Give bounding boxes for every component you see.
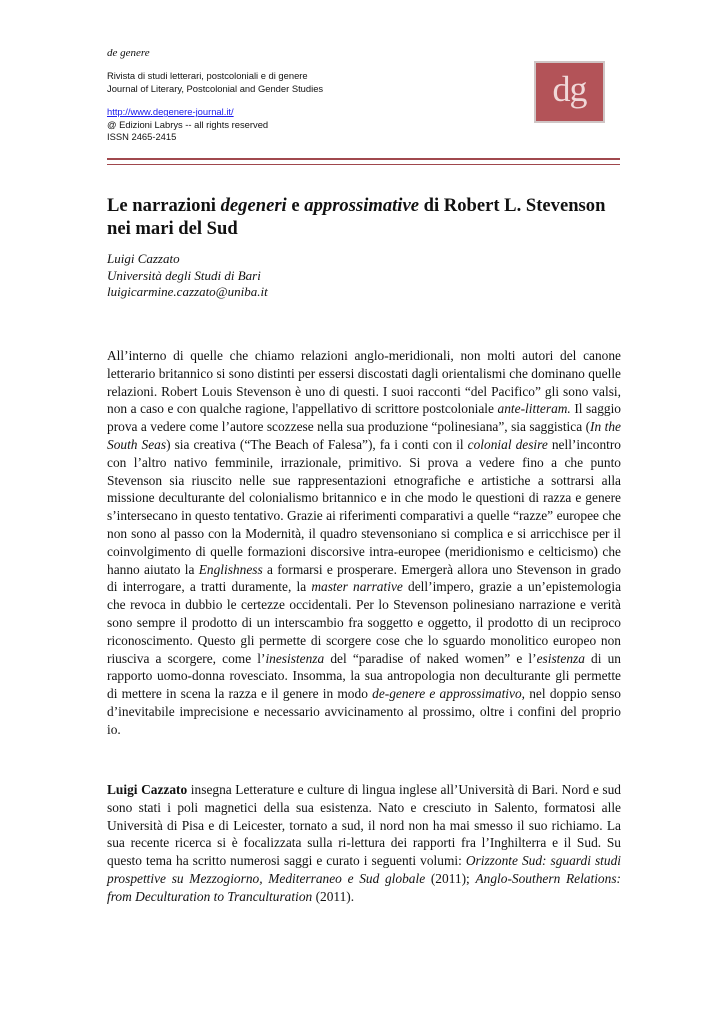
author-block bbox=[107, 251, 507, 301]
abstract: All’interno di quelle che chiamo relazioni anglo-meridionali, non molti autori del canone letterario britannico si sono distinti per essersi discostati dagli orientalismi che dominano quelle relazioni. Robert Louis Stevenson è uno di questi. I suoi racconti “del Pacifico” gli sono valsi, non a caso e con qualche ragione, l'appellativo di scrittore postcoloniale ante-litteram. Il saggio prova a vedere come l’autore scozzese nella sua produzione “polinesiana”, sia saggistica (In the South Seas) sia creativa (“The Beach of Falesa”), fa i conti con il colonial desire nell’incontro con l’altro nativo femminile, irrazionale, primitivo. Si prova a vedere fino a che punto Stevenson sia riuscito nelle sue rappresentazioni etnografiche e artistiche a sottrarsi alla missione deculturante del colonialismo britannico e in che modo le questioni di razza e genere s’intersecano in questo tentativo. Grazie ai riferimenti comparativi a quelle “razze” europee che non sono al passo con la Modernità, il quadro stevensoniano si complica e si arricchisce per il coinvolgimento di quelle formazioni discorsive intra-europee (meridionismo e celticismo) che hanno aiutato la Englishness a formarsi e prosperare. Emergerà allora uno Stevenson in grado di interrogare, a tratti duramente, la master narrative dell’impero, grazie a un’epistemologia che revoca in dubbio le certezze occidentali. Per lo Stevenson polinesiano narrazione e verità sono sempre il prodotto di un interscambio fra soggetto e oggetto, il prodotto di un reciproco riconoscimento. Questo gli permette di scorgere cose che lo sguardo monolitico europeo non riusciva a scorgere, come l’inesistenza del “paradise of naked women” e l’esistenza di un rapporto uomo-donna rovesciato. Insomma, la sua antropologia non deculturante gli permette di mettere in scena la razza e il genere in modo de-genere e approssimativo, nel doppio senso d’inevitabile imprecisione e necessario avvicinamento al prossimo, oltre i confini del proprio io. bbox=[107, 348, 622, 737]
author-name: Luigi Cazzato bbox=[107, 251, 180, 266]
logo-text: dg bbox=[552, 69, 587, 109]
header-divider-thick bbox=[107, 158, 620, 160]
journal-info bbox=[107, 70, 507, 144]
rights-notice: @ Edizioni Labrys -- all rights reserved bbox=[107, 118, 269, 130]
journal-logo bbox=[534, 61, 605, 123]
header-divider-thin bbox=[107, 164, 620, 165]
author-email: luigicarmine.cazzato@uniba.it bbox=[107, 284, 268, 299]
author-affiliation: Università degli Studi di Bari bbox=[107, 267, 261, 283]
journal-subtitle-en: Journal of Literary, Postcolonial and Gender Studies bbox=[107, 82, 324, 94]
issn: ISSN 2465-2415 bbox=[107, 131, 177, 143]
journal-url-link[interactable]: http://www.degenere-journal.it/ bbox=[107, 106, 234, 118]
author-bio: Luigi Cazzato insegna Letterature e culture di lingua inglese all’Università di Bari. Nord e sud sono stati i poli magnetici della sua esistenza. Nato e cresciuto in Salento, formatosi alle Università di Pisa e di Leicester, tornato a sud, il nord non ha mai smesso il suo richiamo. La sua recente ricerca si è focalizzata sulla ri-lettura dei rapporti fra l’Inghilterra e il Sud. Su questo tema ha scritto numerosi saggi e curato i seguenti volumi: Orizzonte Sud: sguardi studi prospettive su Mezzogiorno, Mediterraneo e Sud globale (2011); Anglo-Southern Relations: from Deculturation to Tranculturation (2011). bbox=[107, 782, 622, 904]
article-title: Le narrazioni degeneri e approssimative di Robert L. Stevenson nei mari del Sud bbox=[107, 195, 606, 239]
bio-author-name: Luigi Cazzato bbox=[107, 782, 188, 797]
journal-name: de genere bbox=[107, 47, 150, 59]
journal-subtitle-it: Rivista di studi letterari, postcoloniali e di genere bbox=[107, 70, 308, 81]
